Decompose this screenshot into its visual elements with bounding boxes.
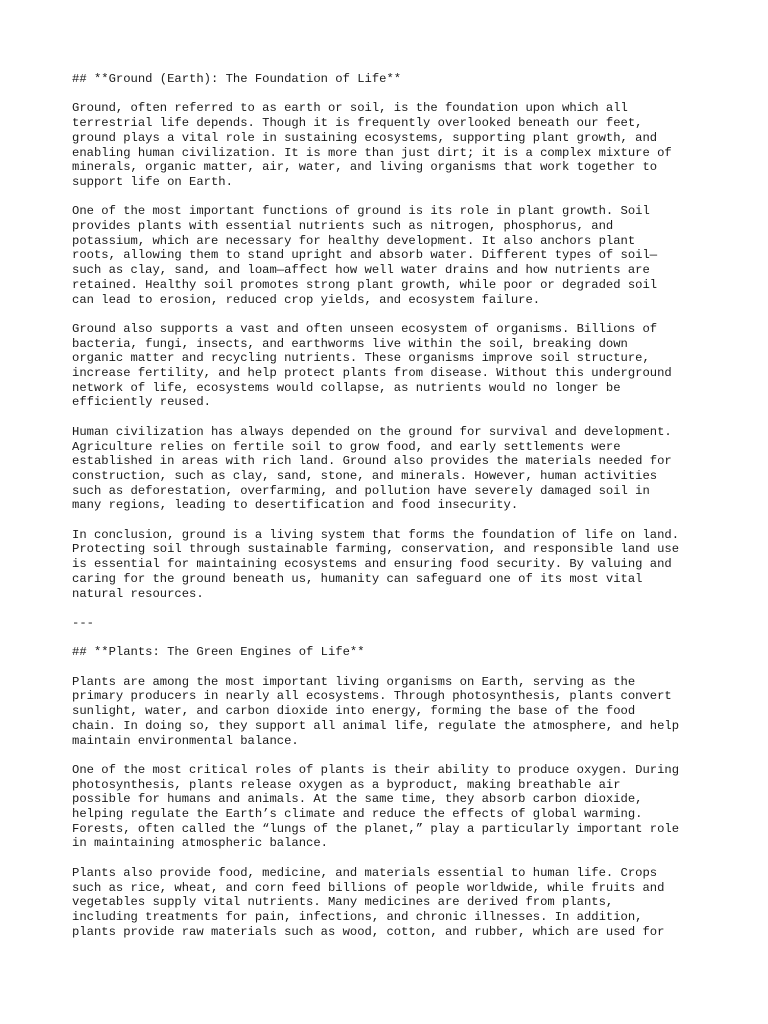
paragraph-ground-conclusion: In conclusion, ground is a living system that forms the foundation of life on land. Protecting soil through sustainable farming, conservation, and responsible land use is essential for maintaining ecosystems and ensuring food security. By valuing and caring for the ground beneath us, humanity can safeguard one of its most vital natural resources. [72, 527, 680, 601]
section-divider: --- [72, 615, 94, 630]
heading-ground: ## **Ground (Earth): The Foundation of Life** [72, 72, 402, 86]
paragraph-ground-civilization: Human civilization has always depended on the ground for survival and development. Agriculture relies on fertile soil to grow food, and early settlements were established in areas with rich land. Ground also provides the materials needed for construction, such as clay, sand, stone, and minerals. However, human activities such as deforestation, overfarming, and pollution have severely damaged soil in many regions, leading to desertification and food insecurity. [72, 424, 672, 513]
paragraph-plants-oxygen: One of the most critical roles of plants is their ability to produce oxygen. During photosynthesis, plants release oxygen as a byproduct, making breathable air possible for humans and animals. At the same time, they absorb carbon dioxide, helping regulate the Earth’s climate and reduce the effects of global warming. Forests, often called the “lungs of the planet,” play a particularly important role in maintaining atmospheric balance. [72, 762, 680, 851]
paragraph-ground-intro: Ground, often referred to as earth or soil, is the foundation upon which all terrestrial life depends. Though it is frequently overlooked beneath our feet, ground plays a vital role in sustaining ecosystems, supporting plant growth, and enabling human civilization. It is more than just dirt; it is a complex mixture of minerals, organic matter, air, water, and living organisms that work together to support life on Earth. [72, 101, 672, 189]
paragraph-plants-resources: Plants also provide food, medicine, and materials essential to human life. Crops such as rice, wheat, and corn feed billions of people worldwide, while fruits and vegetables supply vital nutrients. Many medicines are derived from plants, including treatments for pain, infections, and chronic illnesses. In addition, plants provide raw materials such as wood, cotton, and rubber, which are used for [72, 865, 665, 939]
paragraph-ground-ecosystem: Ground also supports a vast and often unseen ecosystem of organisms. Billions of bacteria, fungi, insects, and earthworms live within the soil, breaking down organic matter and recycling nutrients. These organisms improve soil structure, increase fertility, and help protect plants from disease. Without this underground network of life, ecosystems would collapse, as nutrients would no longer be efficiently reused. [72, 321, 672, 410]
paragraph-ground-plant-growth: One of the most important functions of ground is its role in plant growth. Soil provides plants with essential nutrients such as nitrogen, phosphorus, and potassium, which are necessary for healthy development. It also anchors plant roots, allowing them to stand upright and absorb water. Different types of soil— such as clay, sand, and loam—affect how well water drains and how nutrients are retained. Healthy soil promotes strong plant growth, while poor or degraded soil can lead to erosion, reduced crop yields, and ecosystem failure. [72, 204, 658, 307]
document-page [72, 72, 702, 954]
paragraph-plants-intro: Plants are among the most important living organisms on Earth, serving as the primary producers in nearly all ecosystems. Through photosynthesis, plants convert sunlight, water, and carbon dioxide into energy, forming the base of the food chain. In doing so, they support all animal life, regulate the atmosphere, and help maintain environmental balance. [72, 674, 680, 748]
heading-plants: ## **Plants: The Green Engines of Life** [72, 645, 365, 660]
